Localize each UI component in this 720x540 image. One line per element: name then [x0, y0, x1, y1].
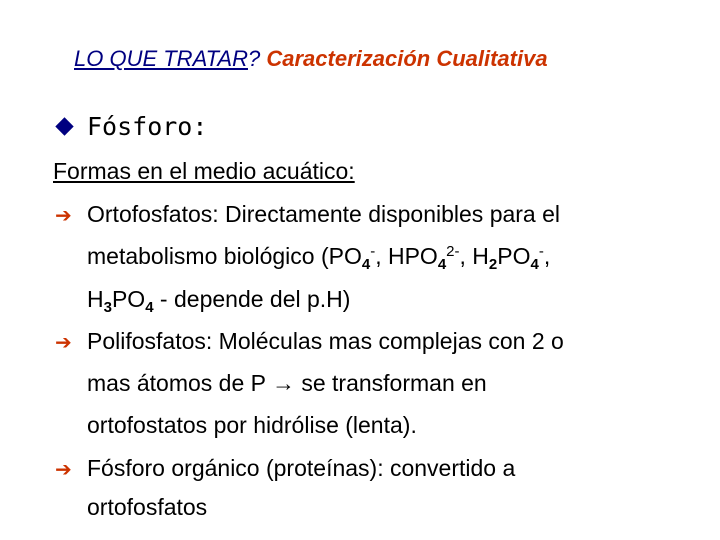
text: , HPO — [375, 243, 438, 269]
slide-title — [74, 46, 548, 72]
text: , H — [459, 243, 489, 269]
text: PO — [497, 243, 531, 269]
superscript: 2- — [446, 243, 460, 260]
text: H — [87, 286, 104, 312]
superscript: - — [370, 243, 376, 260]
formula-line — [87, 243, 550, 273]
item-line: Fósforo orgánico (proteínas): convertido a — [87, 455, 516, 481]
item-line: Ortofosfatos: Directamente disponibles para el — [87, 201, 561, 227]
text: , — [543, 243, 551, 269]
superscript: - — [538, 243, 544, 260]
subscript: 4 — [361, 256, 371, 273]
subheading: Formas en el medio acuático: — [53, 158, 355, 184]
text: mas átomos de P — [87, 370, 272, 396]
text: se transforman en — [294, 370, 487, 396]
item-line — [87, 370, 487, 397]
text: - depende del p.H) — [153, 286, 351, 312]
title-part1: LO QUE TRATAR — [74, 46, 248, 71]
arrow-right-icon: ➔ — [55, 205, 72, 227]
item-line: ortofostatos por hidrólise (lenta). — [87, 412, 417, 438]
arrow-right-icon: ➔ — [55, 459, 72, 481]
arrow-symbol: → — [271, 370, 295, 396]
item-line: ortofosfatos — [87, 494, 208, 520]
subscript: 4 — [145, 299, 154, 316]
list-item — [55, 199, 560, 231]
subscript: 4 — [437, 256, 447, 273]
diamond-bullet-icon — [55, 117, 73, 135]
heading: Fósforo: — [87, 112, 208, 141]
title-part2: Caracterización Cualitativa — [266, 46, 548, 71]
subscript: 2 — [488, 256, 498, 273]
formula-line-2 — [87, 286, 350, 316]
arrow-right-icon: ➔ — [55, 332, 72, 354]
item-line: Polifosfatos: Moléculas mas complejas con 2 o — [87, 328, 564, 354]
list-item — [55, 326, 564, 358]
text: PO — [111, 286, 146, 312]
subscript: 4 — [530, 256, 539, 273]
text: metabolismo biológico (PO — [87, 243, 362, 269]
subscript: 3 — [103, 299, 112, 316]
title-question-mark: ? — [247, 46, 261, 71]
list-item — [55, 453, 515, 485]
heading-row — [58, 112, 207, 141]
